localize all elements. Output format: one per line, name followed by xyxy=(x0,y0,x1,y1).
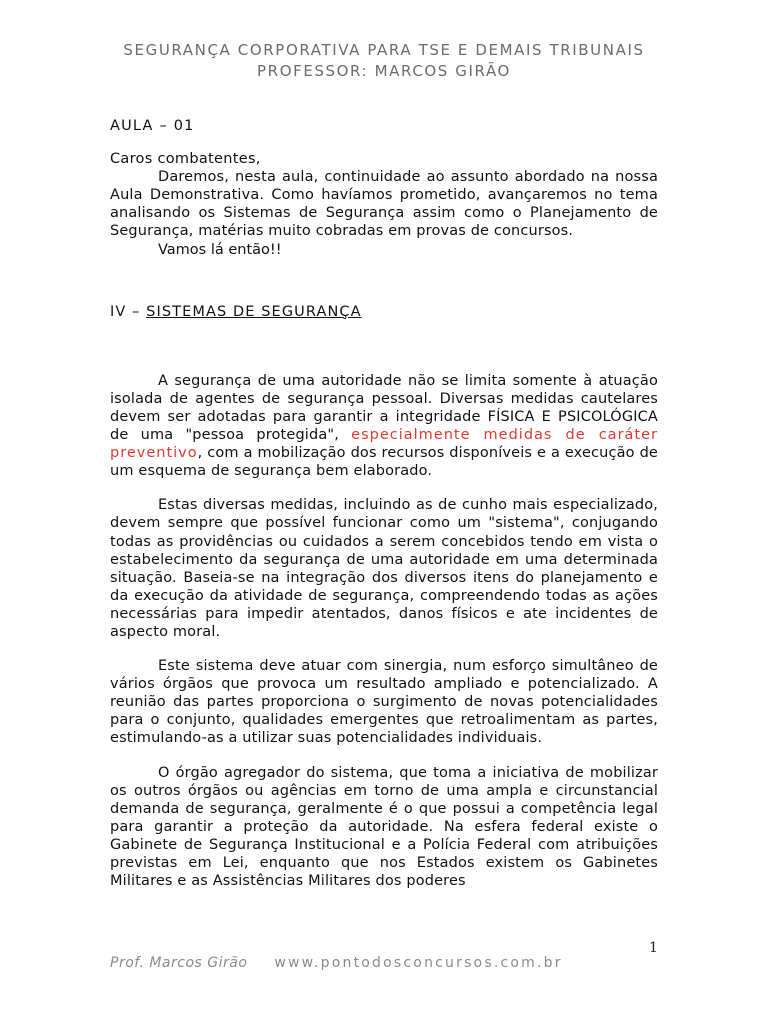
professor-line: PROFESSOR: MARCOS GIRÃO xyxy=(257,62,511,80)
section-heading xyxy=(110,303,658,321)
page-number: 1 xyxy=(649,940,658,956)
section-number: IV – xyxy=(110,303,147,320)
course-title: SEGURANÇA CORPORATIVA PARA TSE E DEMAIS TRIBUNAIS xyxy=(123,41,645,59)
closing-line: Vamos lá então!! xyxy=(158,241,282,258)
intro-paragraph: Daremos, nesta aula, continuidade ao assunto abordado na nossa Aula Demonstrativa. Como havíamos prometido, avançaremos no tema analisando os Sistemas de Segurança assim como o Planejamento de Segurança, matérias muito cobradas em provas de concursos. xyxy=(110,169,658,240)
footer-author: Prof. Marcos Girão xyxy=(110,955,248,971)
paragraph-1-text-a: A segurança de uma autoridade não se limita somente à atuação isolada de agentes de segurança pessoal. Diversas medidas cautelares devem ser adotadas para garantir a integridade FÍSICA E PSICOLÓGICA de uma "pessoa protegida", xyxy=(110,372,658,444)
lesson-title: AULA – 01 xyxy=(110,118,195,134)
footer-website: www.pontodosconcursos.com.br xyxy=(274,955,563,971)
section-title: SISTEMAS DE SEGURANÇA xyxy=(146,303,362,320)
paragraph-2: Estas diversas medidas, incluindo as de cunho mais especializado, devem sempre que possível funcionar como um "sistema", conjugando todas as providências ou cuidados a serem concebidos tendo em vista o estabelecimento da segurança de uma autoridade em uma determinada situação. Baseia-se na integração dos diversos itens do planejamento e da execução da atividade de segurança, compreendendo todas as ações necessárias para impedir atentados, danos físicos e ate incidentes de aspecto moral. xyxy=(110,497,658,640)
page-header xyxy=(0,40,768,82)
paragraph-3: Este sistema deve atuar com sinergia, num esforço simultâneo de vários órgãos que provoca um resultado ampliado e potencializado. A reunião das partes proporciona o surgimento de novas potencialidades para o conjunto, qualidades emergentes que retroalimentam as partes, estimulando-as a utilizar suas potencialidades individuais. xyxy=(110,658,658,747)
page-footer xyxy=(110,955,563,971)
highlighted-phrase: especialmente medidas de caráter preventivo xyxy=(110,427,658,462)
document-body xyxy=(110,117,658,906)
greeting: Caros combatentes, xyxy=(110,151,261,168)
paragraph-1 xyxy=(110,372,658,481)
paragraph-4: O órgão agregador do sistema, que toma a iniciativa de mobilizar os outros órgãos ou agências em torno de uma ampla e circunstancial demanda de segurança, geralmente é o que possui a competência legal para garantir a proteção da autoridade. Na esfera federal existe o Gabinete de Segurança Institucional e a Polícia Federal com atribuições previstas em Lei, enquanto que nos Estados existem os Gabinetes Militares e as Assistências Militares dos poderes xyxy=(110,764,658,890)
paragraph-1-text-b: , com a mobilização dos recursos disponíveis e a execução de um esquema de segurança bem elaborado. xyxy=(110,445,658,480)
